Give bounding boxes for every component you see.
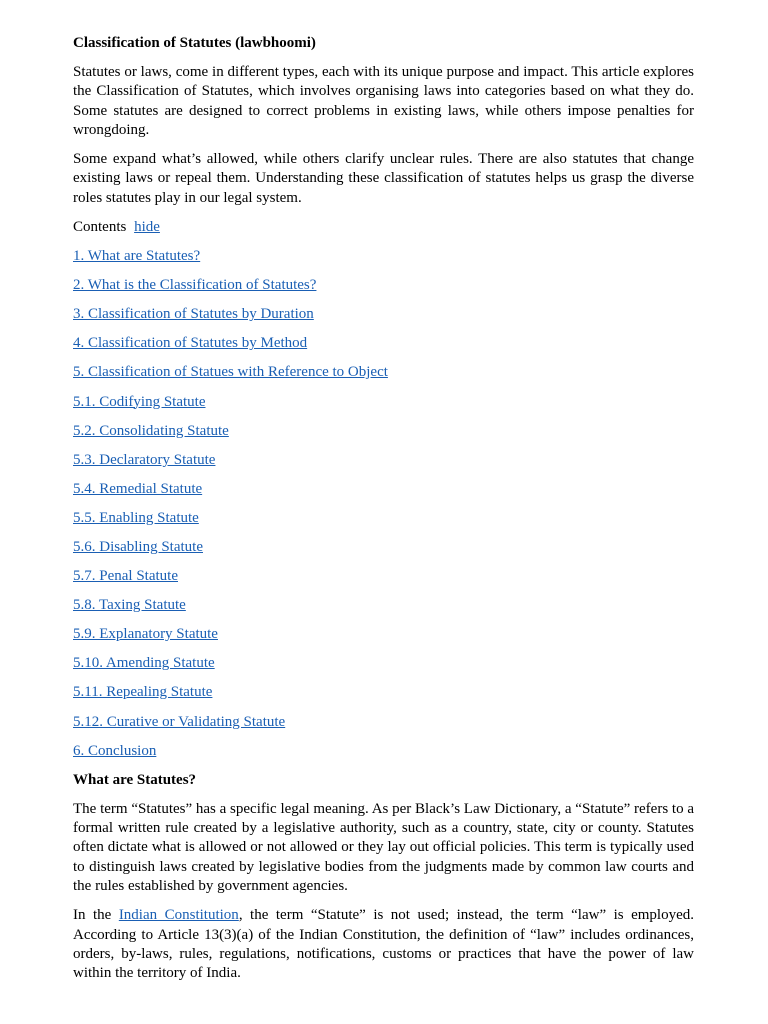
table-of-contents [73,247,694,761]
intro-paragraph-2: Some expand what’s allowed, while others clarify unclear rules. There are also statutes that change existing laws or repeal them. Understanding these classification of statutes helps us grasp the diverse roles statutes play in our legal system. [73,151,694,206]
section-heading: What are Statutes? [73,771,197,788]
toc-item-conclusion[interactable]: 6. Conclusion [73,742,157,759]
contents-hide-link[interactable]: hide [134,219,160,236]
section-paragraph-2 [73,906,694,983]
intro-paragraph-1: Statutes or laws, come in different types, each with its unique purpose and impact. This article explores the Classification of Statutes, which involves organising laws into categories based on what they do. Some statutes are designed to correct problems in existing laws, while others impose penalties for wrongdoing. [73,64,694,138]
toc-item-by-duration[interactable]: 3. Classification of Statutes by Duration [73,306,314,323]
toc-item-by-method[interactable]: 4. Classification of Statutes by Method [73,335,308,352]
toc-item-declaratory[interactable]: 5.3. Declaratory Statute [73,451,216,468]
toc-item-disabling[interactable]: 5.6. Disabling Statute [73,539,203,556]
toc-item-repealing[interactable]: 5.11. Repealing Statute [73,684,213,701]
paragraph-2-prefix: In the [73,907,119,924]
contents-header [73,218,694,237]
toc-item-codifying[interactable]: 5.1. Codifying Statute [73,393,206,410]
section-paragraph-1: The term “Statutes” has a specific legal meaning. As per Black’s Law Dictionary, a “Statute” refers to a formal written rule created by a legislative authority, such as a country, state, city or county. Statutes often dictate what is allowed or not allowed or they lay out official policies. This term is typically used to distinguish laws created by legislative bodies from the judgments made by common law courts and the rules established by government agencies. [73,800,694,894]
toc-item-classification-of-statutes[interactable]: 2. What is the Classification of Statutes? [73,277,317,294]
paragraph-2-suffix: , the term “Statute” is not used; instead, the term “law” is employed. According to Article 13(3)(a) of the Indian Constitution, the definition of “law” includes ordinances, orders, by-laws, rules, regulations, notifications, customs or practices that have the power of law within the territory of India. [73,907,695,982]
toc-item-what-are-statutes[interactable]: 1. What are Statutes? [73,248,201,265]
toc-item-taxing[interactable]: 5.8. Taxing Statute [73,597,186,614]
toc-item-consolidating[interactable]: 5.2. Consolidating Statute [73,422,229,439]
toc-item-explanatory[interactable]: 5.9. Explanatory Statute [73,626,218,643]
contents-label: Contents [73,219,127,236]
toc-item-penal[interactable]: 5.7. Penal Statute [73,568,178,585]
toc-item-curative[interactable]: 5.12. Curative or Validating Statute [73,713,286,730]
toc-item-enabling[interactable]: 5.5. Enabling Statute [73,509,199,526]
toc-item-amending[interactable]: 5.10. Amending Statute [73,655,215,672]
toc-item-remedial[interactable]: 5.4. Remedial Statute [73,480,203,497]
toc-item-by-object[interactable]: 5. Classification of Statues with Reference to Object [73,364,388,381]
document-title: Classification of Statutes (lawbhoomi) [73,35,316,51]
indian-constitution-link[interactable]: Indian Constitution [118,907,239,924]
